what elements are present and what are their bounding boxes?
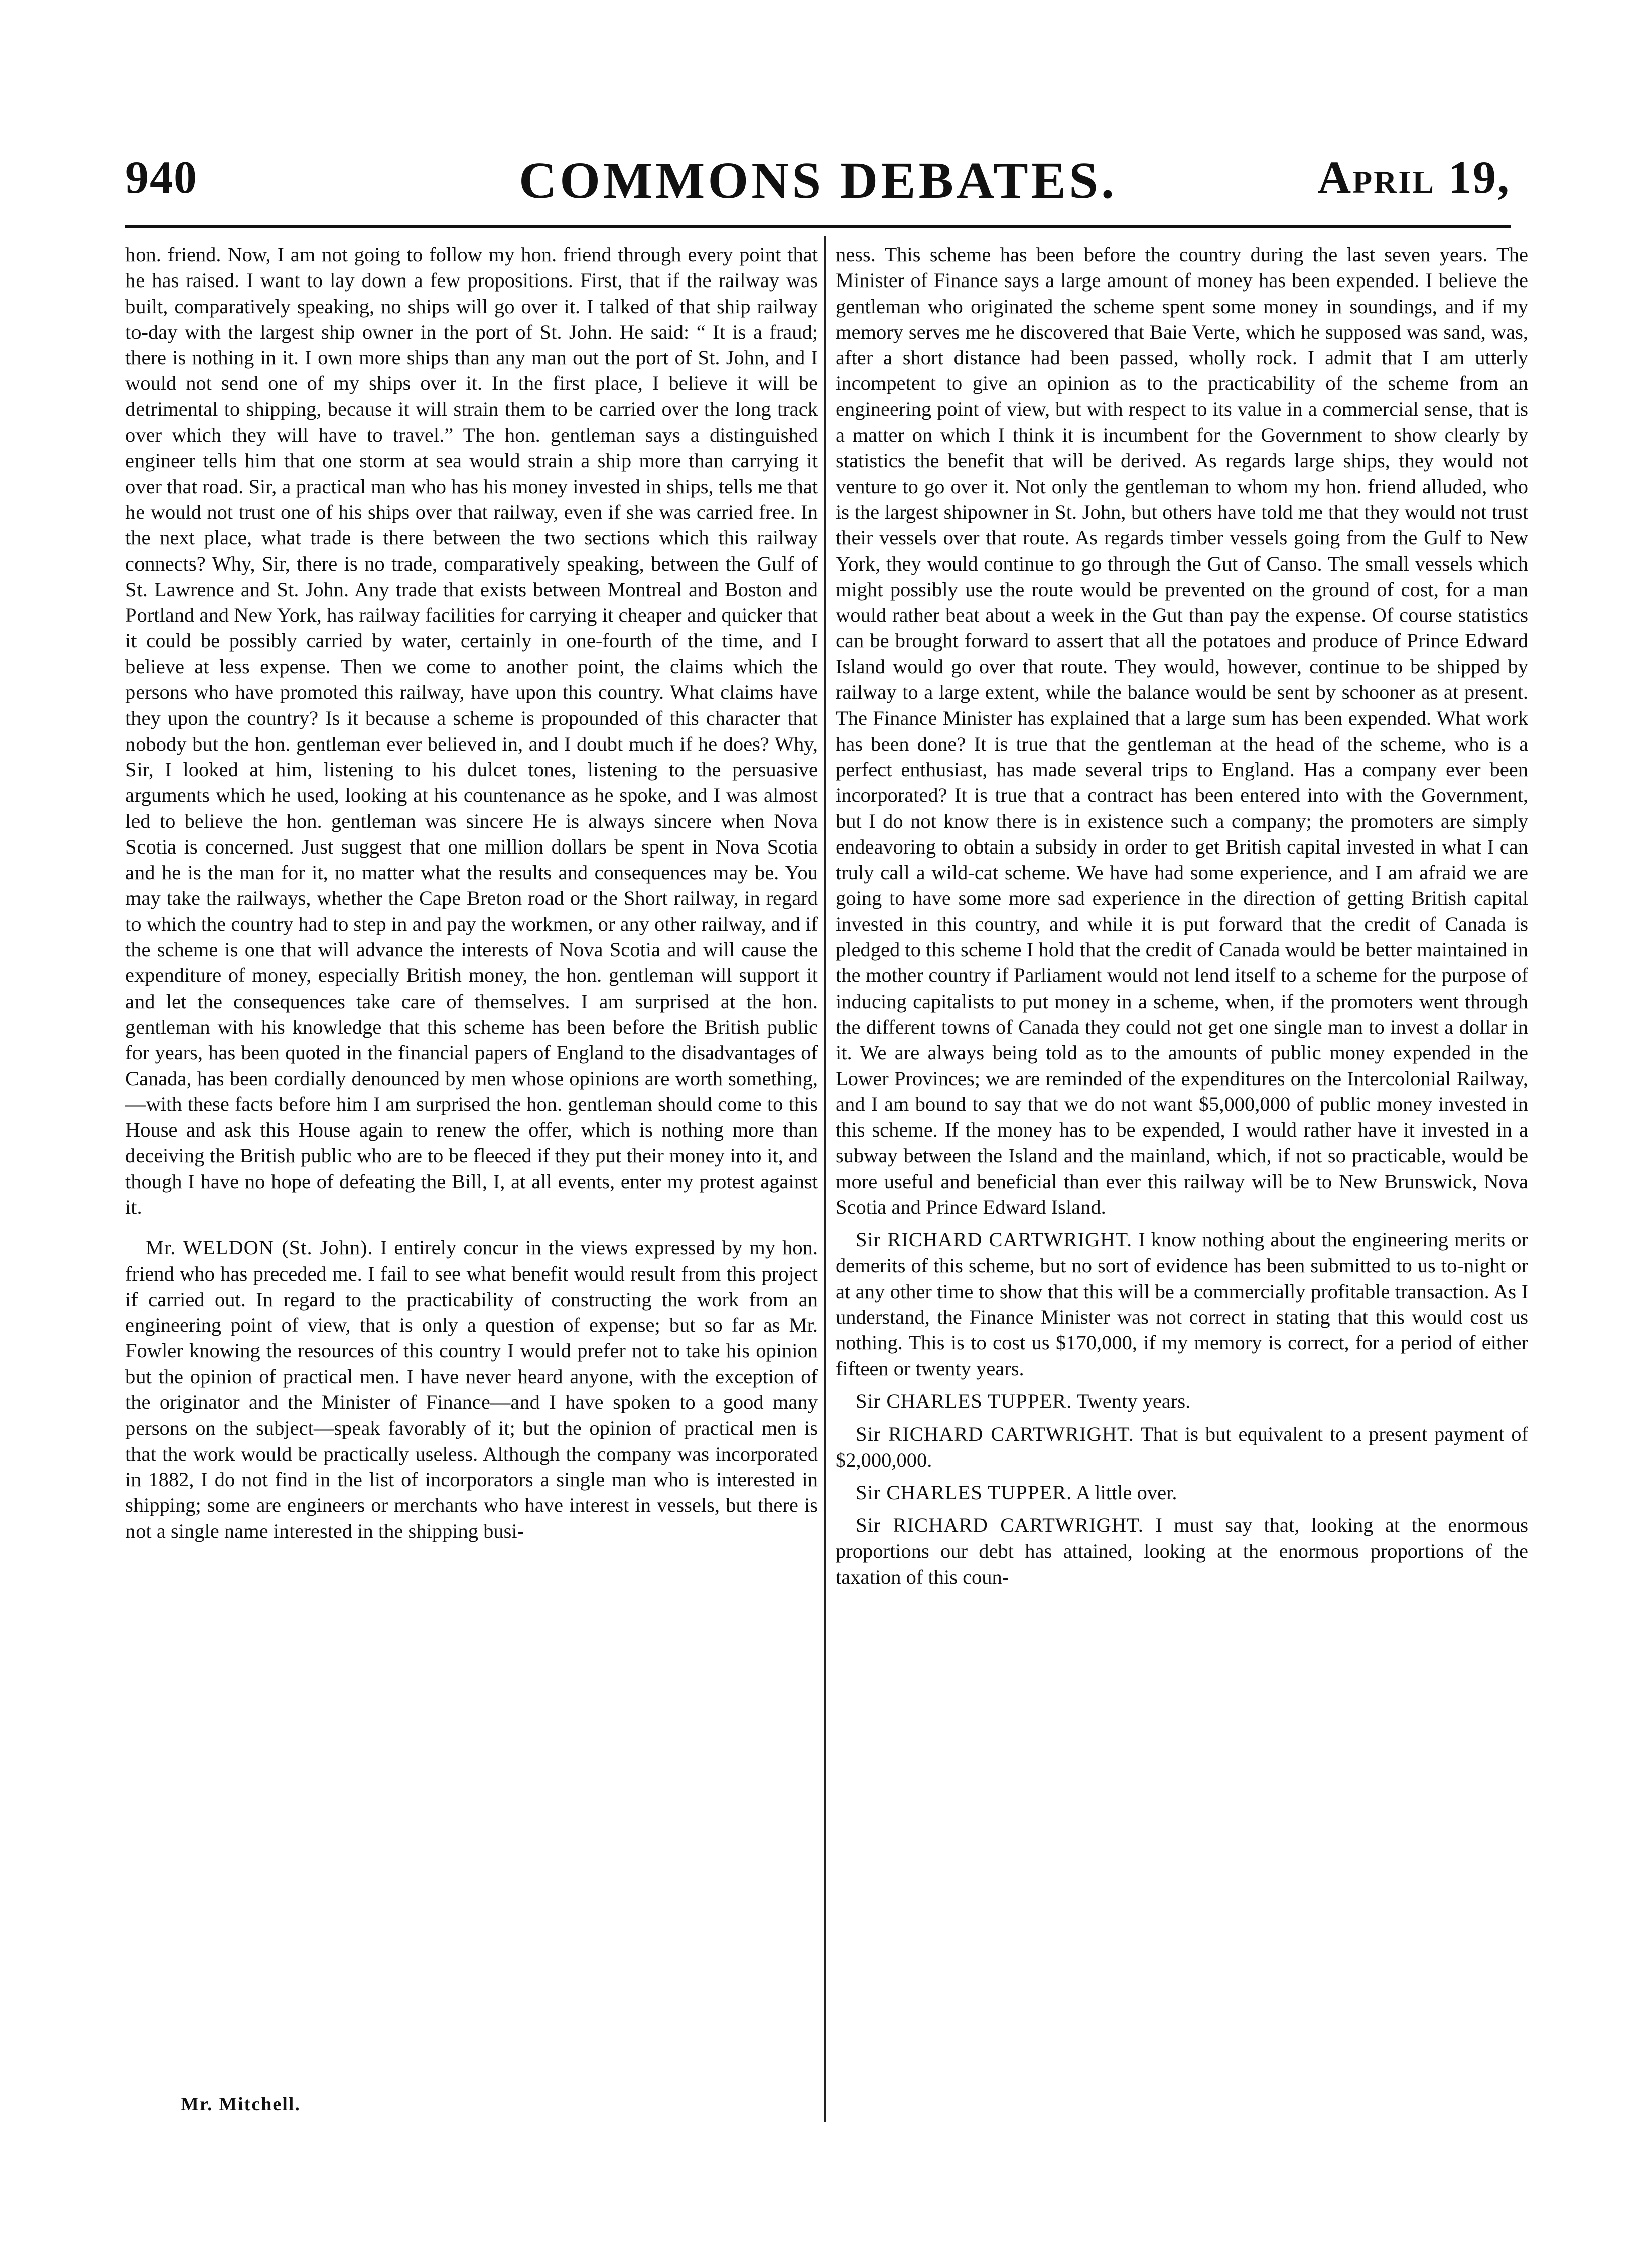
right-paragraph-6: [836, 1512, 1528, 1590]
speaker-name: Sir CHARLES TUPPER.: [856, 1481, 1072, 1504]
left-paragraph-2: [125, 1235, 818, 1544]
right-paragraph-1: ness. This scheme has been before the country during the last seven years. The Minister of Finance says a large amount of money has been expended. I believe the gentleman who originated the scheme spent some money in soundings, and if my memory serves me he discovered that Baie Verte, which he supposed was sand, was, after a short distance had been passed, wholly rock. I admit that I am utterly incompetent to give an opinion as to the practicability of the scheme from an engineering point of view, but with respect to its value in a commercial sense, that is a matter on which I think it is incumbent for the Government to show clearly by statistics the benefit that will be derived. As regards large ships, they would not venture to go over it. Not only the gentleman to whom my hon. friend alluded, who is the largest shipowner in St. John, but others have told me that they would not trust their vessels over that route. As regards timber vessels going from the Gulf to New York, they would continue to go through the Gut of Canso. The small vessels which might possibly use the route would be prevented on the ground of cost, for a man would rather beat about a week in the Gut than pay the expense. Of course statistics can be brought forward to assert that all the potatoes and produce of Prince Edward Island would go over that route. They would, however, continue to be shipped by railway to a large extent, while the balance would be sent by schooner as at present. The Finance Minister has explained that a large sum has been expended. What work has been done? It is true that the gentleman at the head of the scheme, who is a perfect enthusiast, has made several trips to England. Has a company ever been incorporated? It is true that a contract has been entered into with the Government, but I do not know there is in existence such a company; the promoters are simply endeavoring to obtain a subsidy in order to get British capital invested in what I can truly call a wild-cat scheme. We have had some experience, and I am afraid we are going to have some more sad experience in the direction of getting British capital invested in this country, and while it is put forward that the credit of Canada is pledged to this scheme I hold that the credit of Canada would be better maintained in the mother country if Parliament would not lend itself to a scheme for the purpose of inducing capitalists to put money in a scheme, when, if the promoters went through the different towns of Canada they could not get one single man to invest a dollar in it. We are always being told as to the amounts of public money expended in the Lower Provinces; we are reminded of the expenditures on the Intercolonial Railway, and I am bound to say that we do not want $5,000,000 of public money invested in this scheme. If the money has to be expended, I would rather have it invested in a subway between the Island and the mainland, which, if not so practicable, would be more useful and beneficial than ever this railway will be to New Brunswick, Nova Scotia and Prince Edward Island.: [836, 243, 1528, 1218]
column-divider: [824, 236, 826, 2122]
page-number: 940: [125, 152, 198, 203]
speech-text: I must say that, looking at the enormous proportions our debt has attained, looking at the enormous proportions of the taxation of this coun-: [836, 1514, 1529, 1588]
right-column: [836, 242, 1528, 1590]
right-paragraph-5: [836, 1480, 1528, 1505]
speaker-name: Sir RICHARD CARTWRIGHT.: [856, 1228, 1133, 1251]
speaker-name: Sir CHARLES TUPPER.: [856, 1390, 1072, 1413]
right-paragraph-3: [836, 1388, 1528, 1414]
right-paragraph-4: [836, 1421, 1528, 1473]
speech-text: That is but equivalent to a present payment of $2,000,000.: [836, 1423, 1528, 1471]
left-paragraph-1: hon. friend. Now, I am not going to follow my hon. friend through every point that he has raised. I want to lay down a few propositions. First, that if the railway was built, comparatively speaking, no ships will go over it. I talked of that ship railway to-day with the largest ship owner in the port of St. John. He said: “ It is a fraud; there is nothing in it. I own more ships than any man out the port of St. John, and I would not send one of my ships over it. In the first place, I believe it will be detrimental to shipping, because it will strain them to be carried over the long track over which they will have to travel.” The hon. gentleman says a distinguished engineer tells him that one storm at sea would strain a ship more than carrying it over that road. Sir, a practical man who has his money invested in ships, tells me that he would not trust one of his ships over that railway, even if she was carried free. In the next place, what trade is there between the two sections which this railway connects? Why, Sir, there is no trade, comparatively speaking, between the Gulf of St. Lawrence and St. John. Any trade that exists between Montreal and Boston and Portland and New York, has railway facilities for carrying it cheaper and quicker that it could be possibly carried by water, certainly in one-fourth of the time, and I believe at less expense. Then we come to another point, the claims which the persons who have promoted this railway, have upon this country. What claims have they upon the country? Is it because a scheme is propounded of this character that nobody but the hon. gentleman ever believed in, and I doubt much if he does? Why, Sir, I looked at him, listening to his dulcet tones, listening to the persuasive arguments which he used, looking at his countenance as he spoke, and I was almost led to believe the hon. gentleman was sincere He is always sincere when Nova Scotia is concerned. Just suggest that one million dollars be spent in Nova Scotia and he is the man for it, no matter what the results and consequences may be. You may take the railways, whether the Cape Breton road or the Short railway, in regard to which the country had to step in and pay the workmen, or any other railway, and if the scheme is one that will advance the interests of Nova Scotia and will cause the expenditure of money, especially British money, the hon. gentleman will support it and let the consequences take care of themselves. I am surprised at the hon. gentleman with his knowledge that this scheme has been before the British public for years, has been quoted in the financial papers of England to the disadvantages of Canada, has been cordially denounced by men whose opinions are worth something,—with these facts before him I am surprised the hon. gentleman should come to this House and ask this House again to renew the offer, which is nothing more than deceiving the British public who are to be fleeced if they put their money into it, and though I have no hope of defeating the Bill, I, at all events, enter my protest against it.: [125, 243, 818, 1218]
speaker-name: Mr. WELDON (St. John).: [146, 1236, 373, 1259]
speech-text: A little over.: [1076, 1481, 1177, 1504]
speech-text: I know nothing about the engineering merits or demerits of this scheme, but no sort of evidence has been submitted to us to-night or at any other time to show that this will be a commercially profitable transaction. As I understand, the Finance Minister was not correct in stating that this would cost us nothing. This is to cost us $170,000, if my memory is correct, for a period of either fifteen or twenty years.: [836, 1228, 1528, 1380]
header-rule: [125, 225, 1511, 228]
page-date: April 19,: [1317, 152, 1511, 203]
page-header: [125, 151, 1511, 226]
running-footer: Mr. Mitchell.: [181, 2094, 301, 2115]
speaker-name: Sir RICHARD CARTWRIGHT.: [856, 1423, 1134, 1446]
right-paragraph-2: [836, 1227, 1528, 1381]
speech-text: Twenty years.: [1076, 1390, 1191, 1413]
page-title: COMMONS DEBATES.: [519, 152, 1117, 209]
left-column: [125, 242, 818, 1544]
speaker-name: Sir RICHARD CARTWRIGHT.: [856, 1514, 1144, 1537]
speech-text: I entirely concur in the views expressed by my hon. friend who has preceded me. I fail to see what benefit would result from this project if carried out. In regard to the practicability of constructing the work from an engineering point of view, that is only a question of expense; but so far as Mr. Fowler knowing the resources of this country I would prefer not to take his opinion but the opinion of practical men. I have never heard anyone, with the exception of the originator and the Minister of Finance—and I have spoken to a good many persons on the subject—speak favorably of it; but the opinion of practical men is that the work would be practically useless. Although the company was incorporated in 1882, I do not find in the list of incorporators a single man who is interested in shipping; some are engineers or merchants who have interest in vessels, but there is not a single name interested in the shipping busi-: [125, 1236, 818, 1542]
